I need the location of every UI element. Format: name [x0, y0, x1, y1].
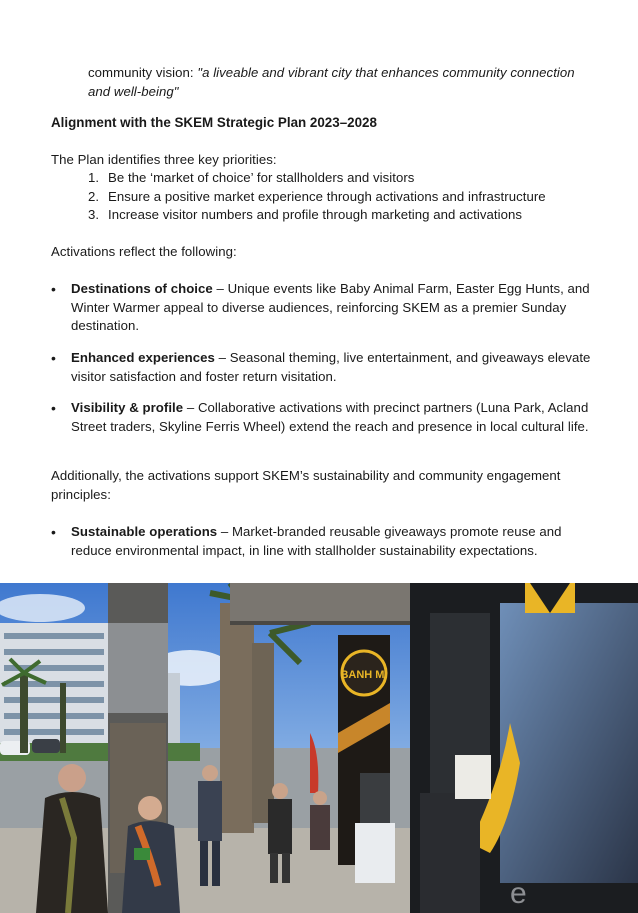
priorities-list	[88, 169, 546, 225]
additional-paragraph: Additionally, the activations support SKEM’s sustainability and community engagement principles:	[51, 468, 561, 502]
priority-item: 2. Ensure a positive market experience through activations and infrastructure	[88, 188, 546, 204]
priority-item: 1. Be the ‘market of choice’ for stallholders and visitors	[88, 170, 415, 185]
vision-prefix: community vision:	[88, 65, 198, 80]
plan-intro: The Plan identifies three key priorities:	[51, 152, 277, 167]
bullet-dot-icon: •	[51, 350, 56, 366]
bullet-text: – Seasonal theming, live entertainment, and giveaways elevate visitor satisfaction and foster return visitation.	[71, 350, 591, 384]
bullet-title: Destinations of choice	[71, 281, 213, 296]
vision-quote: "a liveable and vibrant city that enhances community connection and well-being"	[88, 65, 575, 99]
bullet-title: Enhanced experiences	[71, 350, 215, 365]
bullet-text: – Market-branded reusable giveaways promote reuse and reduce environmental impact, in line with stallholder sustainability expectations.	[71, 524, 562, 558]
bullet-dot-icon: •	[51, 281, 56, 297]
bullet-title: Visibility & profile	[71, 400, 184, 415]
bullet-item	[51, 280, 591, 336]
bullet-dot-icon: •	[51, 524, 56, 540]
section-heading: Alignment with the SKEM Strategic Plan 2023–2028	[51, 115, 377, 130]
priority-item: 3. Increase visitor numbers and profile through marketing and activations	[88, 207, 522, 222]
bullet-item	[51, 349, 591, 386]
market-street-photo	[0, 583, 638, 913]
activations-intro: Activations reflect the following:	[51, 244, 237, 259]
bullet-text: – Collaborative activations with precinct partners (Luna Park, Acland Street traders, Skyline Ferris Wheel) extend the reach and presence in local cultural life.	[71, 400, 589, 434]
bullet-item	[51, 523, 591, 560]
bullet-item	[51, 399, 591, 436]
banner-logo-text: BANH MI	[340, 669, 388, 681]
bullet-dot-icon: •	[51, 400, 56, 416]
photo-illustration-icon	[0, 583, 638, 913]
community-vision-text	[88, 64, 588, 101]
bullet-title: Sustainable operations	[71, 524, 218, 539]
truck-letter: e	[510, 877, 527, 910]
bullet-text: – Unique events like Baby Animal Farm, Easter Egg Hunts, and Winter Warmer appeal to diverse audiences, reinforcing SKEM as a premier Sunday destination.	[71, 281, 590, 333]
